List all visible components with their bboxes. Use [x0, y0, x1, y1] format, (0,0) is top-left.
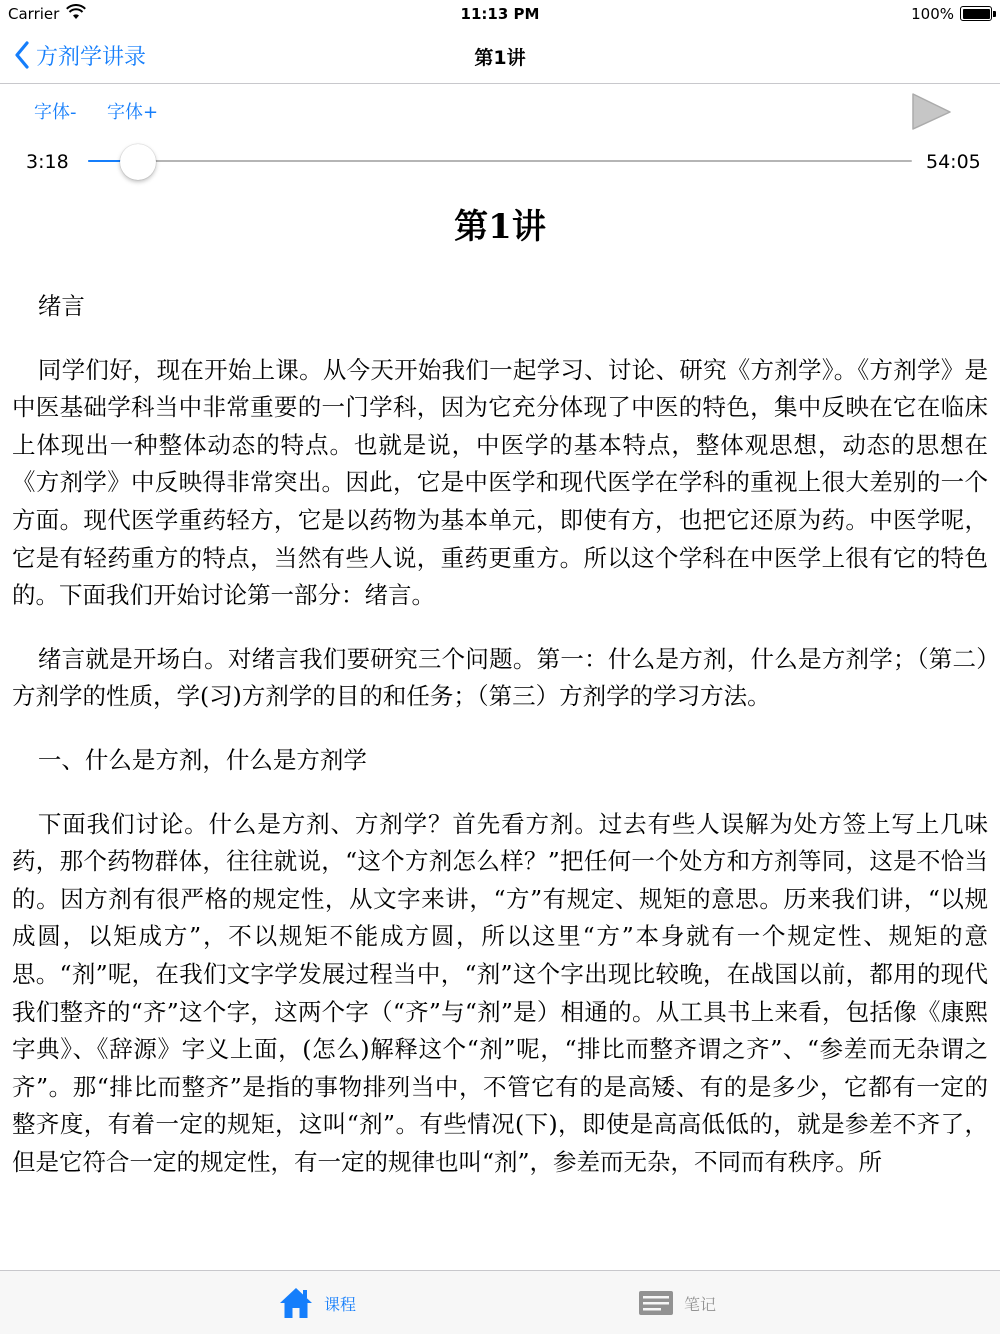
- nav-title: 第1讲: [474, 47, 526, 69]
- battery-icon: [960, 6, 992, 21]
- progress-slider[interactable]: [88, 147, 912, 177]
- carrier-label: Carrier: [8, 5, 60, 23]
- font-increase-button[interactable]: 字体+: [107, 102, 159, 123]
- lecture-title: 第1讲: [454, 207, 546, 247]
- paragraph: 同学们好，现在开始上课。从今天开始我们一起学习、讨论、研究《方剂学》。《方剂学》是中医基础学科当中非常重要的一门学科，因为它充分体现了中医的特色，集中反映在它在临床上体现出一种整体动态的特点。也就是说，中医学的基本特点，整体观思想，动态的思想在《方剂学》中反映得非常突出。因此，它是中医学和现代医学在学科的重视上很大差别的一个方面。现代医学重药轻方，它是以药物为基本单元，即使有方，也把它还原为药。中医学呢，它是有轻药重方的特点，当然有些人说，重药更重方。所以这个学科在中医学上很有它的特色的。下面我们开始讨论第一部分：绪言。: [12, 355, 988, 610]
- status-time: 11:13 PM: [460, 5, 540, 23]
- chevron-left-icon: [14, 41, 30, 69]
- tab-notes-label: 笔记: [684, 1294, 717, 1314]
- paragraph: 下面我们讨论。什么是方剂、方剂学？首先看方剂。过去有些人误解为处方签上写上几味药，那个药物群体，往往就说，“这个方剂怎么样？”把任何一个处方和方剂等同，这是不恰当的。因方剂有很严格的规定性，从文字来讲，“方”有规定、规矩的意思。历来我们讲，“以规成圆，以矩成方”，不以规矩不能成方圆，所以这里“方”本身就有一个规定性、规矩的意思。“剂”呢，在我们文字学发展过程当中，“剂”这个字出现比较晚，在战国以前，都用的现代我们整齐的“齐”这个字，这两个字（“齐”与“剂”是）相通的。从工具书上来看，包括像《康熙字典》、《辞源》字义上面，(怎么)解释这个“剂”呢，“排比而整齐谓之齐”、“参差而无杂谓之齐”。那“排比而整齐”是指的事物排列当中，不管它有的是高矮、有的是多少，它都有一定的整齐度，有着一定的规矩，这叫“剂”。有些情况(下)，即使是高高低低的，就是参差不齐了，但是它符合一定的规定性，有一定的规律也叫“剂”，参差而无杂，不同而有秩序。所: [12, 809, 988, 1176]
- font-decrease-button[interactable]: 字体-: [34, 102, 77, 123]
- lecture-content[interactable]: [0, 185, 1000, 1270]
- paragraph: 绪言就是开场白。对绪言我们要研究三个问题。第一：什么是方剂，什么是方剂学；（第二）方剂学的性质，学(习)方剂学的目的和任务；（第三）方剂学的学习方法。: [12, 644, 988, 711]
- status-bar: [0, 0, 1000, 28]
- notes-icon: [638, 1286, 674, 1320]
- back-button[interactable]: [14, 40, 146, 70]
- tab-bar: [0, 1270, 1000, 1334]
- slider-thumb[interactable]: [120, 144, 156, 180]
- tab-course[interactable]: [278, 1283, 356, 1323]
- navigation-bar: [0, 28, 1000, 84]
- paragraph-heading: 绪言: [37, 292, 85, 320]
- current-time: 3:18: [26, 151, 69, 173]
- tab-notes[interactable]: [638, 1283, 716, 1323]
- audio-player: [0, 85, 1000, 185]
- play-icon[interactable]: [910, 91, 952, 131]
- slider-track: [88, 160, 912, 162]
- paragraph-heading: 一、什么是方剂，什么是方剂学: [37, 745, 367, 774]
- home-icon: [278, 1286, 314, 1320]
- total-time: 54:05: [926, 151, 981, 173]
- back-button-label: 方剂学讲录: [36, 44, 147, 70]
- battery-percent: 100%: [911, 5, 954, 23]
- tab-course-label: 课程: [324, 1294, 357, 1314]
